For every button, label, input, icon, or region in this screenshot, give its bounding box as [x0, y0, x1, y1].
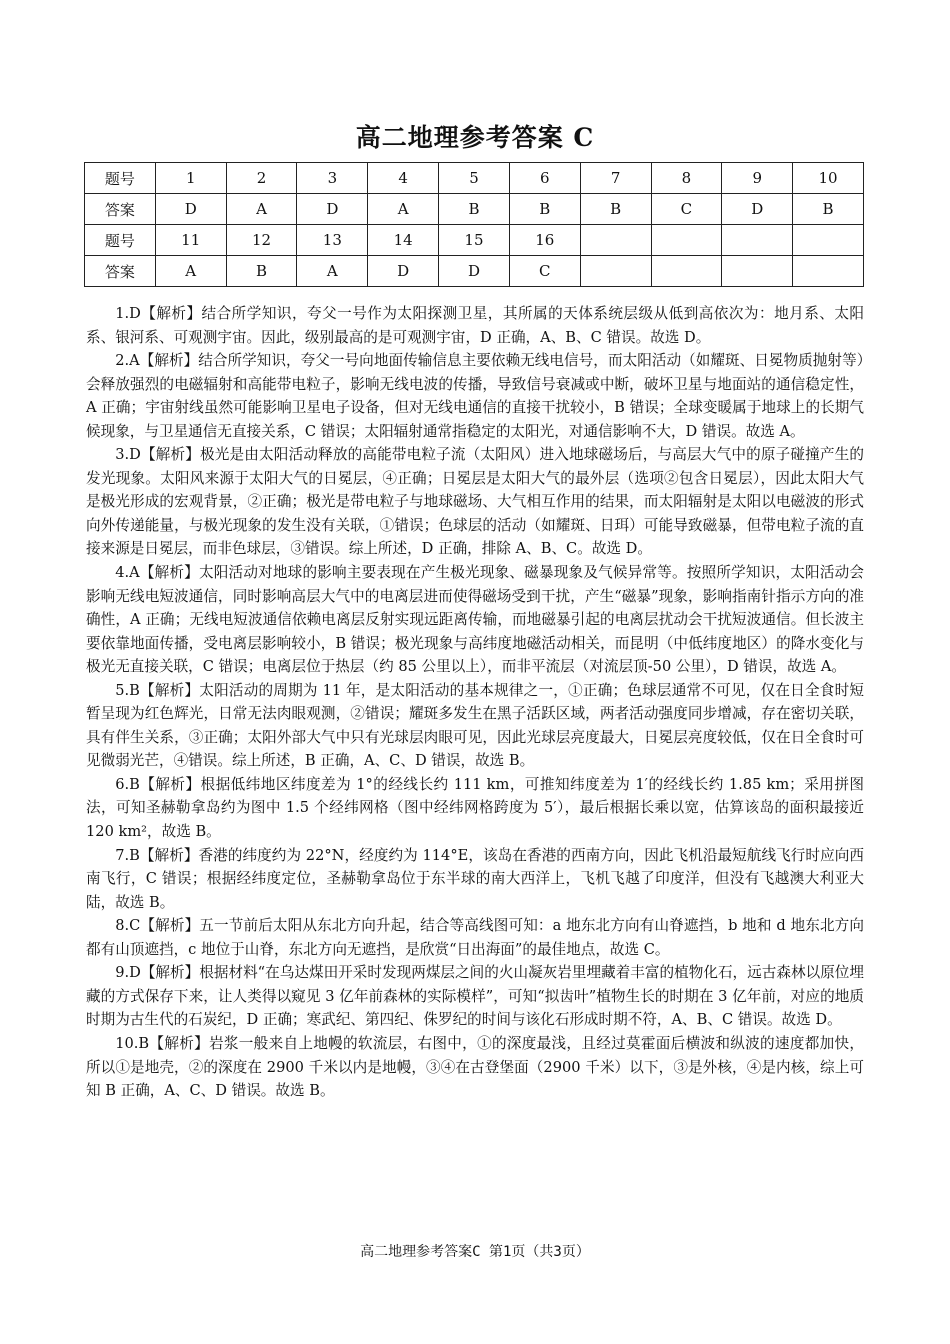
table-cell: C: [509, 256, 580, 287]
table-cell: B: [226, 256, 297, 287]
table-row: [85, 194, 864, 225]
table-cell: A: [155, 256, 226, 287]
table-cell: 答案: [85, 256, 156, 287]
explanation-4: 4.A【解析】太阳活动对地球的影响主要表现在产生极光现象、磁暴现象及气候异常等。按照所学知识，太阳活动会影响无线电短波通信，同时影响高层大气中的电离层进而使得磁场受到干扰，产生“磁暴”现象，影响指南针指示方向的准确性，A 正确；无线电短波通信依赖电离层反射实现远距离传输，而地磁暴引起的电离层扰动会干扰短波通信。但长波主要依靠地面传播，受电离层影响较小，B 错误；极光现象与高纬度地磁活动相关，而昆明（中低纬度地区）的降水变化与极光无直接关联，C 错误；电离层位于热层（约 85 公里以上），而非平流层（对流层顶-50 公里），D 错误，故选 A。: [86, 564, 864, 676]
table-cell: 答案: [85, 194, 156, 225]
table-cell: 7: [580, 163, 651, 194]
answer-table: [84, 162, 864, 287]
explanation-6: 6.B【解析】根据低纬地区纬度差为 1°的经线长约 111 km，可推知纬度差为 1′的经线长约 1.85 km；采用拼图法，可知圣赫勒拿岛约为图中 1.5 个经纬网格（图中经纬网格跨度为 5′），最后根据长乘以宽，估算该岛的面积最接近 120 km²，故选 B。: [86, 775, 864, 841]
table-cell: 14: [368, 225, 439, 256]
table-cell: D: [297, 194, 368, 225]
table-row: [85, 225, 864, 256]
table-cell: A: [226, 194, 297, 225]
table-cell: 1: [155, 163, 226, 194]
explanation-7: 7.B【解析】香港的纬度约为 22°N，经度约为 114°E，该岛在香港的西南方向，因此飞机沿最短航线飞行时应向西南飞行，C 错误；根据经纬度定位，圣赫勒拿岛位于东半球的南大西洋上，飞机飞越了印度洋，但没有飞越澳大利亚大陆，故选 B。: [86, 846, 864, 911]
table-cell: 15: [439, 225, 510, 256]
explanation-10: 10.B【解析】岩浆一般来自上地幔的软流层，右图中，①的深度最浅，且经过莫霍面后横波和纵波的速度都加快，所以①是地壳，②的深度在 2900 千米以内是地幔，③④在古登堡面（2900 千米）以下，③是外核，④是内核，综上可知 B 正确，A、C、D 错误。故选 B。: [86, 1034, 864, 1100]
table-cell: [793, 256, 864, 287]
table-cell: [580, 225, 651, 256]
table-cell: D: [155, 194, 226, 225]
table-cell: 12: [226, 225, 297, 256]
table-cell: 11: [155, 225, 226, 256]
table-cell: D: [368, 256, 439, 287]
table-cell: 8: [651, 163, 722, 194]
table-cell: 16: [509, 225, 580, 256]
table-cell: 9: [722, 163, 793, 194]
table-row: [85, 163, 864, 194]
table-cell: [580, 256, 651, 287]
page-footer: 高二地理参考答案C 第1页（共3页）: [360, 1244, 590, 1260]
explanation-5: 5.B【解析】太阳活动的周期为 11 年，是太阳活动的基本规律之一，①正确；色球层通常不可见，仅在日全食时短暂呈现为红色辉光，日常无法肉眼观测，②错误；耀斑多发生在黑子活跃区域，两者活动强度同步增减，存在密切关联，具有伴生关系，③正确；太阳外部大气中只有光球层肉眼可见，因此光球层亮度最大，日冕层亮度较低，仅在日全食时可见微弱光芒，④错误。综上所述，B 正确，A、C、D 错误，故选 B。: [86, 681, 864, 770]
table-cell: 题号: [85, 163, 156, 194]
table-cell: 4: [368, 163, 439, 194]
table-cell: B: [793, 194, 864, 225]
explanation-2: 2.A【解析】结合所学知识，夸父一号向地面传输信息主要依赖无线电信号，而太阳活动（如耀斑、日冕物质抛射等）会释放强烈的电磁辐射和高能带电粒子，影响无线电波的传播，导致信号衰减或中断，破坏卫星与地面站的通信稳定性，A 正确；宇宙射线虽然可能影响卫星电子设备，但对无线电通信的直接干扰较小，B 错误；全球变暖属于地球上的长期气候现象，与卫星通信无直接关系，C 错误；太阳辐射通常指稳定的太阳光，对通信影响不大，D 错误。故选 A。: [86, 352, 864, 440]
table-cell: 题号: [85, 225, 156, 256]
table-cell: B: [509, 194, 580, 225]
table-cell: A: [368, 194, 439, 225]
table-cell: C: [651, 194, 722, 225]
table-cell: 10: [793, 163, 864, 194]
explanation-3: 3.D【解析】极光是由太阳活动释放的高能带电粒子流（太阳风）进入地球磁场后，与高层大气中的原子碰撞产生的发光现象。太阳风来源于太阳大气的日冕层，④正确；日冕层是太阳大气的最外层（选项②包含日冕层），因此太阳大气是极光形成的宏观背景，②正确；极光是带电粒子与地球磁场、大气相互作用的结果，而太阳辐射是太阳以电磁波的形式向外传递能量，与极光现象的发生没有关联，①错误；色球层的活动（如耀斑、日珥）可能导致磁暴，但带电粒子流的直接来源是日冕层，而非色球层，③错误。综上所述，D 正确，排除 A、B、C。故选 D。: [86, 446, 864, 558]
table-cell: 3: [297, 163, 368, 194]
explanation-9: 9.D【解析】根据材料“在乌达煤田开采时发现两煤层之间的火山凝灰岩里埋藏着丰富的植物化石，远古森林以原位埋藏的方式保存下来，让人类得以窥见 3 亿年前森林的实际模样”，可知“拟齿叶”植物生长的时期在 3 亿年前，对应的地质时期为古生代的石炭纪，D 正确；寒武纪、第四纪、侏罗纪的时间与该化石形成时期不符，A、B、C 错误。故选 D。: [86, 964, 864, 1029]
explanations-section: [86, 302, 864, 1103]
explanation-1: 1.D【解析】结合所学知识，夸父一号作为太阳探测卫星，其所属的天体系统层级从低到高依次为：地月系、太阳系、银河系、可观测宇宙。因此，级别最高的是可观测宇宙，D 正确，A、B、C 错误。故选 D。: [86, 305, 864, 346]
page-title: 高二地理参考答案 C: [355, 123, 595, 152]
table-cell: D: [439, 256, 510, 287]
table-cell: B: [580, 194, 651, 225]
table-cell: 6: [509, 163, 580, 194]
table-cell: 13: [297, 225, 368, 256]
table-row: [85, 256, 864, 287]
table-cell: 2: [226, 163, 297, 194]
table-cell: B: [439, 194, 510, 225]
table-cell: [722, 256, 793, 287]
table-cell: A: [297, 256, 368, 287]
table-cell: [651, 225, 722, 256]
table-cell: [651, 256, 722, 287]
explanation-8: 8.C【解析】五一节前后太阳从东北方向升起，结合等高线图可知：a 地东北方向有山脊遮挡，b 地和 d 地东北方向都有山顶遮挡，c 地位于山脊，东北方向无遮挡，是欣赏“日出海面”的最佳地点，故选 C。: [86, 917, 864, 958]
table-cell: [722, 225, 793, 256]
table-cell: 5: [439, 163, 510, 194]
table-cell: D: [722, 194, 793, 225]
table-cell: [793, 225, 864, 256]
